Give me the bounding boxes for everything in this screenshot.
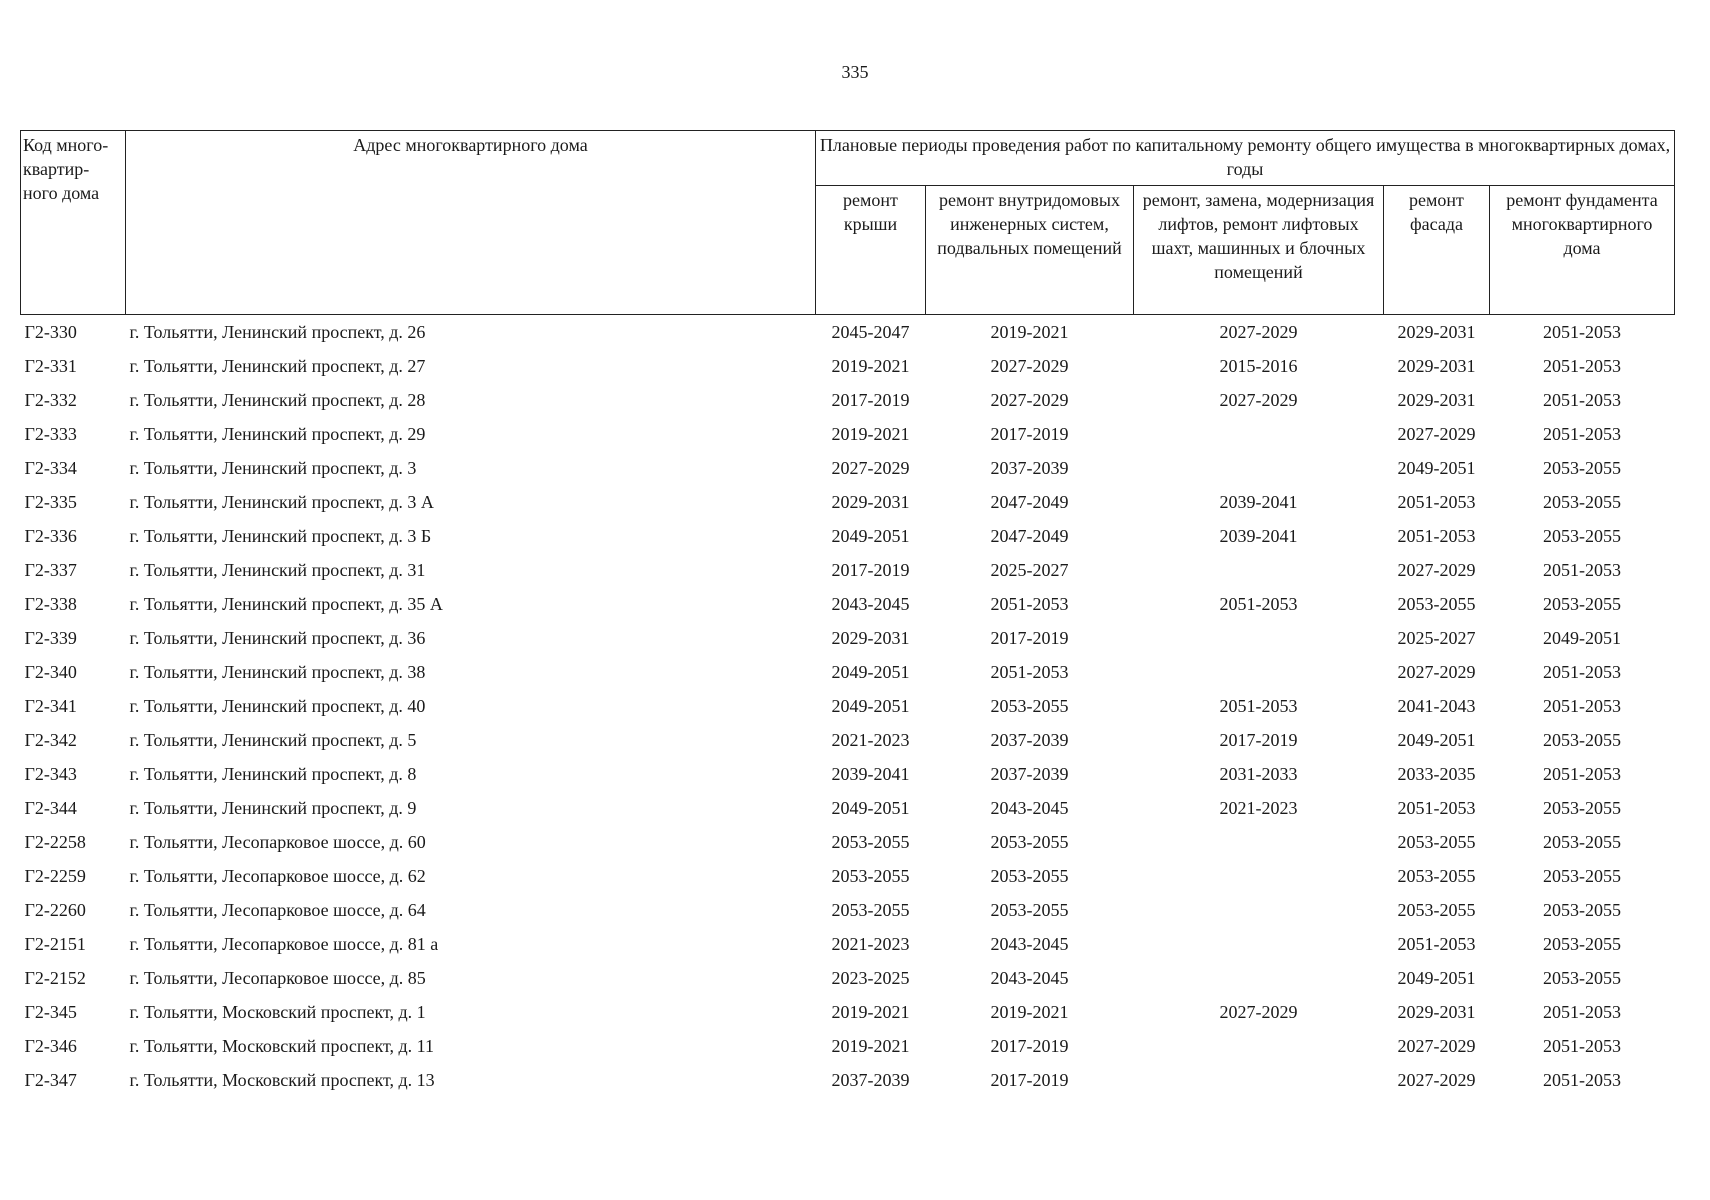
cell-engineering: 2037-2039 — [990, 764, 1069, 784]
table-row — [21, 349, 1675, 383]
cell-facade: 2053-2055 — [1397, 594, 1476, 614]
cell-elevators — [1134, 417, 1384, 451]
cell-roof: 2049-2051 — [831, 526, 910, 546]
cell-engineering: 2053-2055 — [990, 696, 1069, 716]
cell-engineering: 2053-2055 — [990, 866, 1069, 886]
cell-code: Г2-2259 — [24, 866, 86, 886]
cell-foundation: 2053-2055 — [1543, 968, 1621, 988]
cell-foundation: 2053-2055 — [1543, 900, 1621, 920]
cell-code: Г2-339 — [24, 628, 77, 648]
cell-roof: 2017-2019 — [831, 390, 910, 410]
cell-code: Г2-2260 — [24, 900, 86, 920]
table-row — [21, 587, 1675, 621]
cell-facade: 2025-2027 — [1397, 628, 1476, 648]
table-row — [21, 723, 1675, 757]
cell-address: г. Тольятти, Лесопарковое шоссе, д. 60 — [129, 832, 426, 852]
table-row — [21, 485, 1675, 519]
cell-facade: 2033-2035 — [1397, 764, 1476, 784]
cell-foundation: 2053-2055 — [1543, 730, 1621, 750]
cell-elevators: 2017-2019 — [1219, 730, 1298, 750]
table-body — [21, 315, 1675, 1098]
table-row — [21, 417, 1675, 451]
cell-foundation: 2051-2053 — [1543, 696, 1621, 716]
cell-engineering: 2017-2019 — [990, 424, 1069, 444]
cell-engineering: 2053-2055 — [990, 900, 1069, 920]
cell-roof: 2027-2029 — [831, 458, 910, 478]
cell-facade: 2051-2053 — [1397, 492, 1476, 512]
cell-roof: 2019-2021 — [831, 424, 910, 444]
cell-facade: 2029-2031 — [1397, 390, 1476, 410]
cell-elevators — [1134, 451, 1384, 485]
cell-engineering: 2053-2055 — [990, 832, 1069, 852]
table-row — [21, 519, 1675, 553]
cell-facade: 2029-2031 — [1397, 1002, 1476, 1022]
cell-facade: 2029-2031 — [1397, 322, 1476, 342]
cell-roof: 2021-2023 — [831, 934, 910, 954]
column-header-address: Адрес многоквартирного дома — [126, 131, 816, 315]
cell-code: Г2-2152 — [24, 968, 86, 988]
cell-address: г. Тольятти, Ленинский проспект, д. 3 А — [129, 492, 434, 512]
cell-address: г. Тольятти, Лесопарковое шоссе, д. 62 — [129, 866, 426, 886]
cell-roof: 2045-2047 — [831, 322, 910, 342]
cell-code: Г2-335 — [24, 492, 77, 512]
cell-foundation: 2051-2053 — [1543, 1070, 1621, 1090]
cell-facade: 2049-2051 — [1397, 458, 1476, 478]
cell-elevators — [1134, 825, 1384, 859]
cell-address: г. Тольятти, Ленинский проспект, д. 3 — [129, 458, 417, 478]
cell-elevators — [1134, 553, 1384, 587]
cell-engineering: 2051-2053 — [990, 662, 1069, 682]
cell-elevators — [1134, 893, 1384, 927]
cell-foundation: 2053-2055 — [1543, 934, 1621, 954]
cell-engineering: 2037-2039 — [990, 458, 1069, 478]
cell-code: Г2-331 — [24, 356, 77, 376]
cell-address: г. Тольятти, Московский проспект, д. 13 — [129, 1070, 435, 1090]
cell-foundation: 2053-2055 — [1543, 526, 1621, 546]
cell-foundation: 2053-2055 — [1543, 492, 1621, 512]
cell-address: г. Тольятти, Ленинский проспект, д. 35 А — [129, 594, 443, 614]
table-row — [21, 859, 1675, 893]
cell-code: Г2-2258 — [24, 832, 86, 852]
cell-foundation: 2053-2055 — [1543, 866, 1621, 886]
cell-address: г. Тольятти, Московский проспект, д. 1 — [129, 1002, 426, 1022]
cell-foundation: 2053-2055 — [1543, 594, 1621, 614]
cell-elevators — [1134, 1063, 1384, 1097]
table-row — [21, 1063, 1675, 1097]
cell-elevators: 2021-2023 — [1219, 798, 1298, 818]
table-row — [21, 689, 1675, 723]
column-header-periods-group: Плановые периоды проведения работ по капитальному ремонту общего имущества в многоквартирных домах, годы — [816, 131, 1675, 186]
cell-elevators: 2039-2041 — [1219, 492, 1298, 512]
table-row — [21, 893, 1675, 927]
cell-code: Г2-337 — [24, 560, 77, 580]
cell-engineering: 2043-2045 — [990, 798, 1069, 818]
cell-roof: 2019-2021 — [831, 1002, 910, 1022]
cell-facade: 2053-2055 — [1397, 900, 1476, 920]
cell-engineering: 2027-2029 — [990, 390, 1069, 410]
cell-facade: 2027-2029 — [1397, 1036, 1476, 1056]
table-row — [21, 995, 1675, 1029]
cell-code: Г2-347 — [24, 1070, 77, 1090]
cell-foundation: 2051-2053 — [1543, 356, 1621, 376]
cell-address: г. Тольятти, Ленинский проспект, д. 40 — [129, 696, 426, 716]
cell-facade: 2053-2055 — [1397, 832, 1476, 852]
cell-address: г. Тольятти, Ленинский проспект, д. 36 — [129, 628, 426, 648]
cell-elevators: 2027-2029 — [1219, 390, 1298, 410]
page-number: 335 — [841, 62, 869, 82]
capital-repair-table — [20, 130, 1675, 1097]
cell-facade: 2041-2043 — [1397, 696, 1476, 716]
cell-roof: 2029-2031 — [831, 628, 910, 648]
column-header-foundation: ремонт фундамента многоквартирного дома — [1490, 186, 1675, 315]
table-row — [21, 383, 1675, 417]
cell-engineering: 2043-2045 — [990, 934, 1069, 954]
cell-elevators: 2051-2053 — [1219, 594, 1298, 614]
cell-facade: 2049-2051 — [1397, 968, 1476, 988]
cell-code: Г2-336 — [24, 526, 77, 546]
cell-code: Г2-343 — [24, 764, 77, 784]
cell-code: Г2-333 — [24, 424, 77, 444]
cell-roof: 2053-2055 — [831, 866, 910, 886]
cell-engineering: 2047-2049 — [990, 492, 1069, 512]
cell-engineering: 2017-2019 — [990, 628, 1069, 648]
column-header-engineering: ремонт внутридомовых инженерных систем, подвальных помещений — [926, 186, 1134, 315]
cell-elevators: 2051-2053 — [1219, 696, 1298, 716]
table-row — [21, 825, 1675, 859]
cell-elevators — [1134, 655, 1384, 689]
table-row — [21, 621, 1675, 655]
cell-elevators: 2039-2041 — [1219, 526, 1298, 546]
cell-foundation: 2053-2055 — [1543, 458, 1621, 478]
cell-code: Г2-338 — [24, 594, 77, 614]
table-header — [21, 131, 1675, 315]
cell-foundation: 2051-2053 — [1543, 322, 1621, 342]
cell-elevators — [1134, 961, 1384, 995]
cell-facade: 2027-2029 — [1397, 662, 1476, 682]
cell-facade: 2051-2053 — [1397, 526, 1476, 546]
cell-facade: 2027-2029 — [1397, 560, 1476, 580]
cell-foundation: 2051-2053 — [1543, 764, 1621, 784]
column-header-facade: ремонт фасада — [1384, 186, 1490, 315]
cell-foundation: 2051-2053 — [1543, 1036, 1621, 1056]
cell-roof: 2017-2019 — [831, 560, 910, 580]
cell-roof: 2029-2031 — [831, 492, 910, 512]
cell-engineering: 2043-2045 — [990, 968, 1069, 988]
cell-foundation: 2051-2053 — [1543, 424, 1621, 444]
cell-elevators — [1134, 1029, 1384, 1063]
cell-address: г. Тольятти, Ленинский проспект, д. 28 — [129, 390, 426, 410]
cell-elevators — [1134, 927, 1384, 961]
cell-code: Г2-344 — [24, 798, 77, 818]
table-row — [21, 961, 1675, 995]
cell-facade: 2051-2053 — [1397, 798, 1476, 818]
cell-roof: 2037-2039 — [831, 1070, 910, 1090]
cell-engineering: 2037-2039 — [990, 730, 1069, 750]
cell-address: г. Тольятти, Ленинский проспект, д. 31 — [129, 560, 426, 580]
cell-facade: 2051-2053 — [1397, 934, 1476, 954]
cell-address: г. Тольятти, Лесопарковое шоссе, д. 64 — [129, 900, 426, 920]
cell-roof: 2023-2025 — [831, 968, 910, 988]
cell-foundation: 2051-2053 — [1543, 560, 1621, 580]
table-row — [21, 655, 1675, 689]
cell-engineering: 2025-2027 — [990, 560, 1069, 580]
cell-address: г. Тольятти, Лесопарковое шоссе, д. 85 — [129, 968, 426, 988]
cell-facade: 2027-2029 — [1397, 1070, 1476, 1090]
cell-roof: 2021-2023 — [831, 730, 910, 750]
table-row — [21, 315, 1675, 350]
cell-address: г. Тольятти, Ленинский проспект, д. 29 — [129, 424, 426, 444]
cell-code: Г2-341 — [24, 696, 77, 716]
cell-roof: 2049-2051 — [831, 662, 910, 682]
column-header-code: Код много-квартир-ного дома — [21, 131, 126, 315]
table-row — [21, 553, 1675, 587]
cell-elevators — [1134, 621, 1384, 655]
cell-elevators: 2031-2033 — [1219, 764, 1298, 784]
column-header-elevators: ремонт, замена, модернизация лифтов, ремонт лифтовых шахт, машинных и блочных помещений — [1134, 186, 1384, 315]
cell-engineering: 2027-2029 — [990, 356, 1069, 376]
cell-code: Г2-330 — [24, 322, 77, 342]
cell-foundation: 2051-2053 — [1543, 390, 1621, 410]
cell-foundation: 2049-2051 — [1543, 628, 1621, 648]
cell-roof: 2043-2045 — [831, 594, 910, 614]
cell-facade: 2029-2031 — [1397, 356, 1476, 376]
cell-code: Г2-332 — [24, 390, 77, 410]
cell-elevators: 2015-2016 — [1219, 356, 1298, 376]
cell-roof: 2053-2055 — [831, 900, 910, 920]
cell-facade: 2027-2029 — [1397, 424, 1476, 444]
cell-code: Г2-345 — [24, 1002, 77, 1022]
cell-code: Г2-334 — [24, 458, 77, 478]
cell-address: г. Тольятти, Ленинский проспект, д. 5 — [129, 730, 417, 750]
cell-engineering: 2019-2021 — [990, 322, 1069, 342]
cell-elevators: 2027-2029 — [1219, 1002, 1298, 1022]
cell-roof: 2049-2051 — [831, 798, 910, 818]
cell-engineering: 2051-2053 — [990, 594, 1069, 614]
cell-facade: 2053-2055 — [1397, 866, 1476, 886]
cell-engineering: 2019-2021 — [990, 1002, 1069, 1022]
cell-engineering: 2017-2019 — [990, 1036, 1069, 1056]
cell-address: г. Тольятти, Ленинский проспект, д. 27 — [129, 356, 426, 376]
cell-foundation: 2053-2055 — [1543, 832, 1621, 852]
cell-engineering: 2047-2049 — [990, 526, 1069, 546]
cell-foundation: 2051-2053 — [1543, 662, 1621, 682]
cell-address: г. Тольятти, Ленинский проспект, д. 26 — [129, 322, 426, 342]
cell-roof: 2019-2021 — [831, 356, 910, 376]
cell-foundation: 2051-2053 — [1543, 1002, 1621, 1022]
cell-code: Г2-2151 — [24, 934, 86, 954]
cell-code: Г2-342 — [24, 730, 77, 750]
table-row — [21, 927, 1675, 961]
cell-roof: 2049-2051 — [831, 696, 910, 716]
cell-facade: 2049-2051 — [1397, 730, 1476, 750]
cell-address: г. Тольятти, Ленинский проспект, д. 9 — [129, 798, 417, 818]
table-row — [21, 1029, 1675, 1063]
table-row — [21, 451, 1675, 485]
column-header-roof: ремонт крыши — [816, 186, 926, 315]
cell-roof: 2019-2021 — [831, 1036, 910, 1056]
cell-address: г. Тольятти, Лесопарковое шоссе, д. 81 а — [129, 934, 439, 954]
cell-roof: 2053-2055 — [831, 832, 910, 852]
cell-roof: 2039-2041 — [831, 764, 910, 784]
table-row — [21, 791, 1675, 825]
cell-code: Г2-346 — [24, 1036, 77, 1056]
cell-elevators: 2027-2029 — [1219, 322, 1298, 342]
cell-address: г. Тольятти, Ленинский проспект, д. 3 Б — [129, 526, 432, 546]
cell-address: г. Тольятти, Ленинский проспект, д. 38 — [129, 662, 426, 682]
cell-address: г. Тольятти, Московский проспект, д. 11 — [129, 1036, 435, 1056]
table-row — [21, 757, 1675, 791]
cell-address: г. Тольятти, Ленинский проспект, д. 8 — [129, 764, 417, 784]
cell-code: Г2-340 — [24, 662, 77, 682]
cell-foundation: 2053-2055 — [1543, 798, 1621, 818]
cell-engineering: 2017-2019 — [990, 1070, 1069, 1090]
cell-elevators — [1134, 859, 1384, 893]
